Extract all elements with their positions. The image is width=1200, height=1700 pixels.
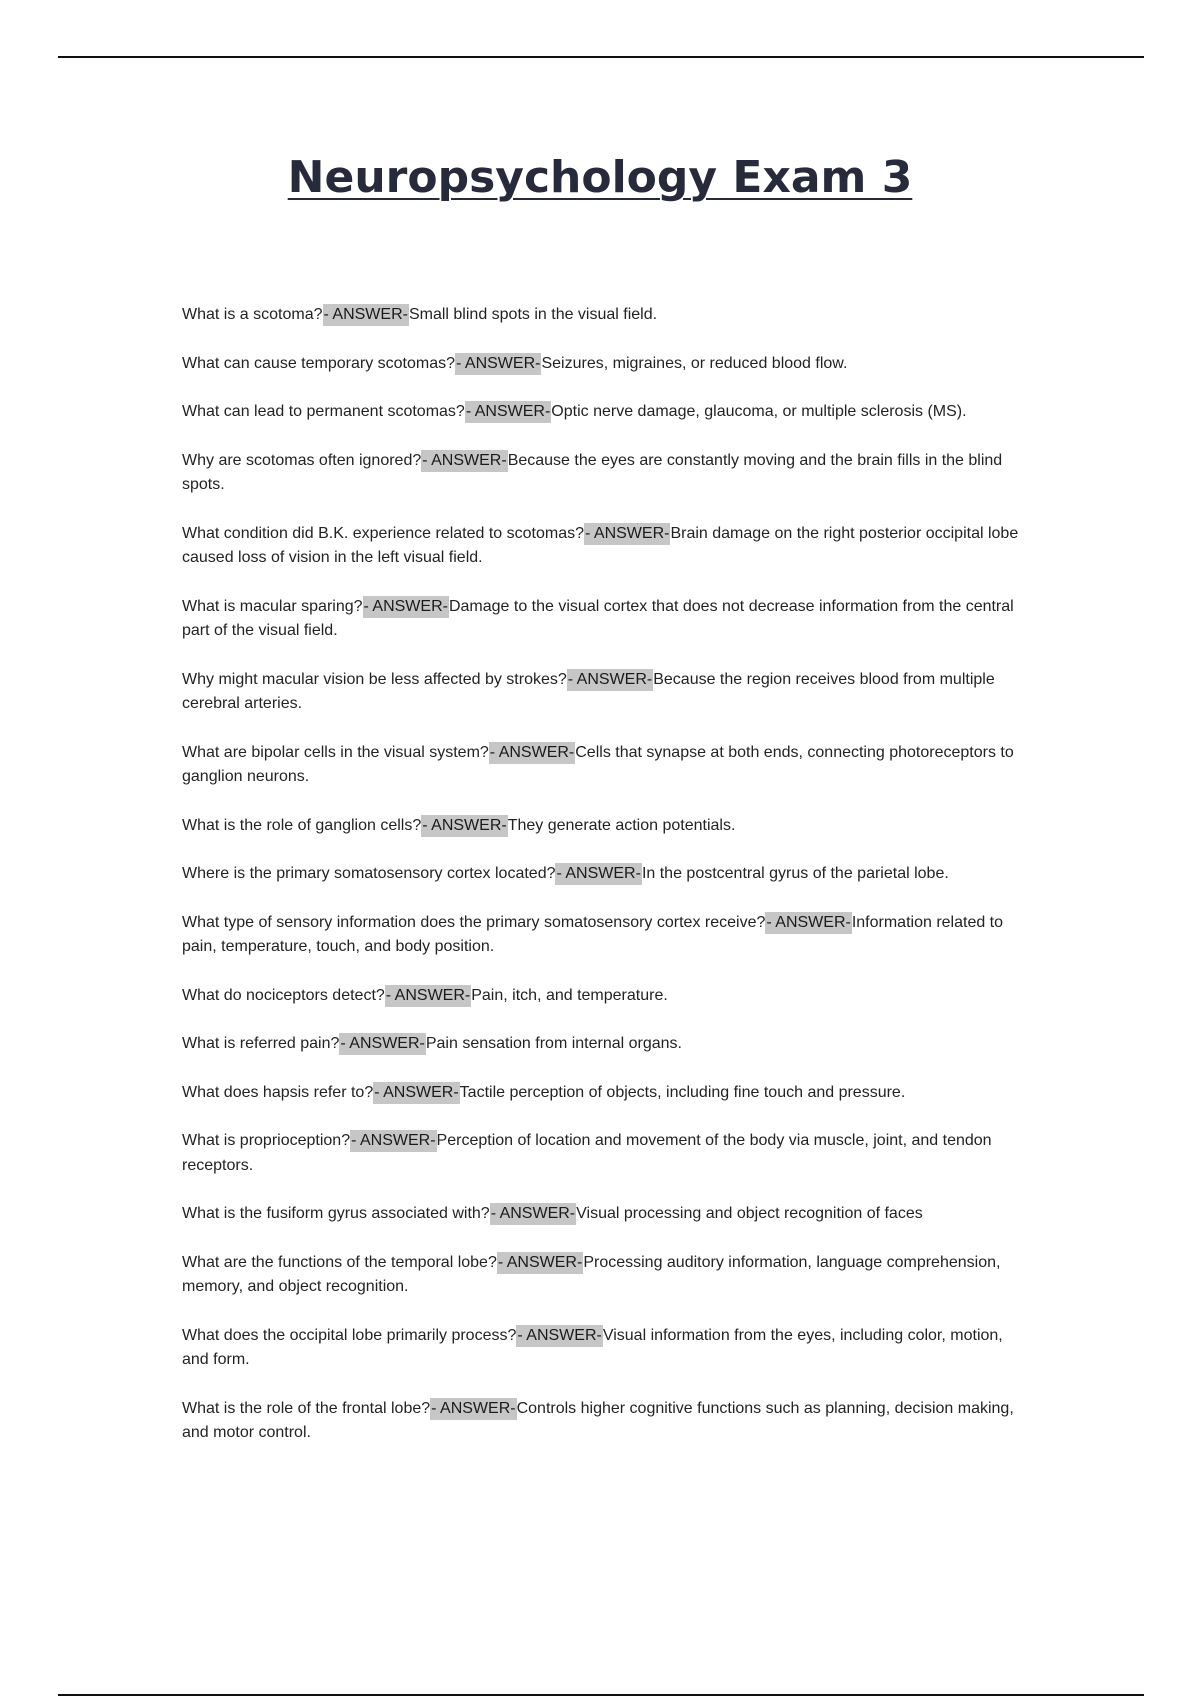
qa-item — [182, 400, 1022, 425]
answer-text: Controls higher cognitive functions such as planning, decision making, and motor control. — [182, 1399, 1014, 1441]
answer-marker: - ANSWER- — [465, 401, 551, 423]
question-text: What can lead to permanent scotomas? — [182, 403, 465, 420]
answer-marker: - ANSWER- — [385, 985, 471, 1007]
qa-list — [182, 303, 1022, 1470]
qa-item — [182, 1202, 1022, 1227]
answer-text: In the postcentral gyrus of the parietal lobe. — [641, 865, 949, 882]
answer-text: Pain, itch, and temperature. — [471, 986, 668, 1004]
answer-marker: - ANSWER- — [421, 815, 507, 837]
answer-text: Damage to the visual cortex that does not decrease information from the central part of the visual field. — [182, 597, 1014, 639]
question-text: What do nociceptors detect? — [182, 986, 385, 1004]
answer-marker: - ANSWER- — [555, 863, 641, 885]
question-text: What is the role of the frontal lobe? — [182, 1399, 431, 1417]
question-text: What is a scotoma? — [182, 306, 323, 323]
answer-marker: - ANSWER- — [489, 742, 575, 764]
answer-marker: - ANSWER- — [490, 1203, 576, 1225]
answer-text: Processing auditory information, language comprehension, memory, and object recognition. — [182, 1253, 1001, 1295]
question-text: What is macular sparing? — [182, 597, 363, 615]
answer-text: Perception of location and movement of the body via muscle, joint, and tendon receptors. — [182, 1132, 992, 1174]
question-text: Where is the primary somatosensory cortex located? — [182, 865, 556, 882]
question-text: What are the functions of the temporal lobe? — [182, 1253, 497, 1271]
document-title: Neuropsychology Exam 3 — [287, 152, 913, 203]
qa-item — [182, 1032, 1022, 1057]
answer-marker: - ANSWER- — [373, 1082, 459, 1104]
answer-text: Information related to pain, temperature, touch, and body position. — [182, 913, 1004, 955]
question-text: What is proprioception? — [182, 1132, 351, 1149]
qa-item — [182, 1397, 1022, 1446]
answer-marker: - ANSWER- — [363, 596, 449, 618]
qa-item — [182, 1324, 1022, 1373]
answer-text: Because the region receives blood from multiple cerebral arteries. — [182, 670, 995, 712]
qa-item — [182, 352, 1022, 377]
question-text: Why might macular vision be less affected by strokes? — [182, 670, 567, 688]
answer-text: Tactile perception of objects, including fine touch and pressure. — [459, 1083, 906, 1101]
answer-text: Small blind spots in the visual field. — [408, 306, 658, 323]
answer-marker: - ANSWER- — [430, 1398, 516, 1420]
question-text: What condition did B.K. experience related to scotomas? — [182, 524, 584, 542]
answer-marker: - ANSWER- — [516, 1325, 602, 1347]
question-text: What does hapsis refer to? — [182, 1083, 374, 1101]
answer-text: Brain damage on the right posterior occipital lobe caused loss of vision in the left visual field. — [182, 524, 1019, 566]
question-text: Why are scotomas often ignored? — [182, 451, 422, 469]
answer-text: Visual information from the eyes, including color, motion, and form. — [182, 1326, 1003, 1368]
qa-item — [182, 1251, 1022, 1300]
answer-marker: - ANSWER- — [421, 450, 507, 472]
answer-marker: - ANSWER- — [323, 304, 409, 326]
answer-text: Seizures, migraines, or reduced blood flow. — [541, 354, 848, 372]
answer-text: Optic nerve damage, glaucoma, or multiple sclerosis (MS). — [551, 403, 967, 420]
question-text: What are bipolar cells in the visual system? — [182, 743, 489, 761]
qa-item — [182, 1081, 1022, 1106]
qa-item — [182, 595, 1022, 644]
question-text: What is the role of ganglion cells? — [182, 816, 422, 834]
qa-item — [182, 741, 1022, 790]
answer-marker: - ANSWER- — [497, 1252, 583, 1274]
qa-item — [182, 668, 1022, 717]
answer-text: They generate action potentials. — [507, 816, 736, 834]
answer-text: Because the eyes are constantly moving and the brain fills in the blind spots. — [182, 451, 1003, 493]
answer-text: Cells that synapse at both ends, connecting photoreceptors to ganglion neurons. — [182, 743, 1014, 785]
answer-marker: - ANSWER- — [765, 912, 851, 934]
qa-item — [182, 1129, 1022, 1178]
answer-marker: - ANSWER- — [339, 1033, 425, 1055]
question-text: What does the occipital lobe primarily process? — [182, 1326, 517, 1344]
answer-text: Pain sensation from internal organs. — [425, 1035, 682, 1052]
qa-item — [182, 449, 1022, 498]
answer-marker: - ANSWER- — [455, 353, 541, 375]
answer-marker: - ANSWER- — [584, 523, 670, 545]
question-text: What type of sensory information does the primary somatosensory cortex receive? — [182, 913, 766, 931]
answer-marker: - ANSWER- — [567, 669, 653, 691]
question-text: What can cause temporary scotomas? — [182, 354, 456, 372]
qa-item — [182, 984, 1022, 1009]
qa-item — [182, 862, 1022, 887]
answer-marker: - ANSWER- — [350, 1130, 436, 1152]
question-text: What is referred pain? — [182, 1035, 340, 1052]
top-rule — [58, 56, 1144, 58]
answer-text: Visual processing and object recognition of faces — [576, 1205, 923, 1222]
qa-item — [182, 911, 1022, 960]
bottom-rule — [58, 1694, 1144, 1696]
qa-item — [182, 814, 1022, 839]
qa-item — [182, 522, 1022, 571]
question-text: What is the fusiform gyrus associated with? — [182, 1205, 490, 1222]
qa-item — [182, 303, 1022, 328]
